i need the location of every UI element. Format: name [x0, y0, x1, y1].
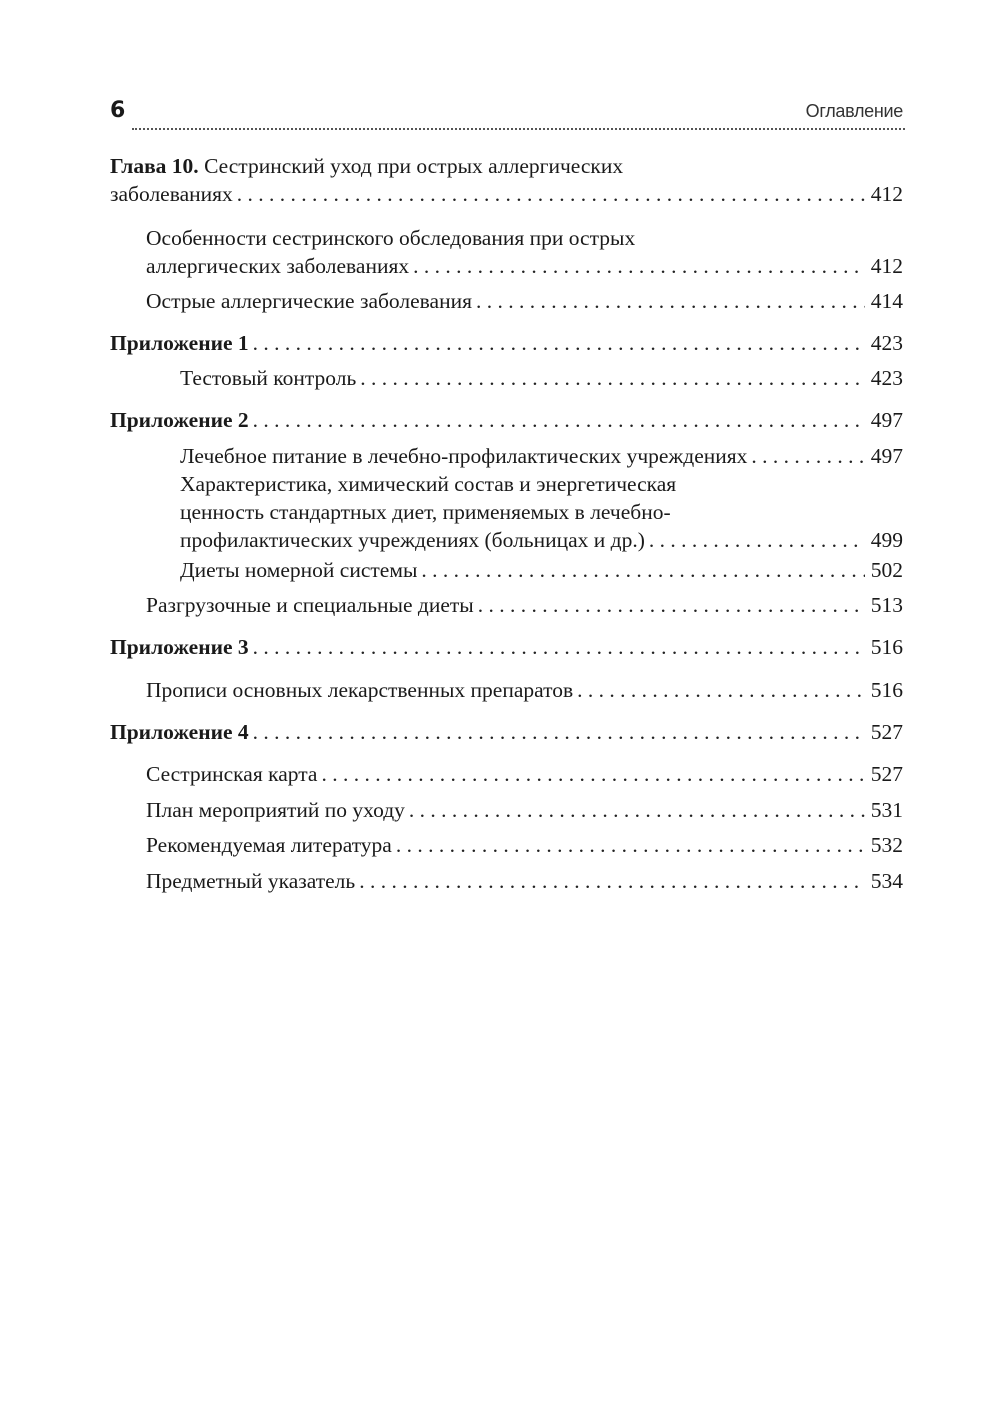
- toc-entry-appendix-1[interactable]: [110, 329, 903, 357]
- page-ref: 412: [870, 254, 903, 278]
- entry-title: Прописи основных лекарственных препаратов: [146, 678, 574, 702]
- dot-leader: [476, 287, 865, 315]
- entry-title: Приложение 4: [110, 720, 249, 744]
- dot-leader: [577, 676, 865, 704]
- toc-entry-test-control[interactable]: [180, 364, 903, 392]
- dot-leader: [359, 867, 865, 895]
- chapter-title-line2: заболеваниях: [110, 182, 233, 206]
- toc-entry-acute-allergic-diseases[interactable]: [146, 287, 903, 315]
- page-ref: 499: [870, 528, 903, 552]
- entry-title: Лечебное питание в лечебно-профилактических учреждениях: [180, 444, 748, 468]
- page-ref: 423: [870, 366, 903, 390]
- page-ref: 516: [870, 678, 903, 702]
- page-number: 6: [110, 98, 126, 123]
- entry-title: Диеты номерной системы: [180, 558, 418, 582]
- dot-leader: [321, 760, 864, 788]
- dot-leader: [751, 442, 864, 470]
- toc-entry-care-plan[interactable]: [146, 796, 903, 824]
- entry-title-line2: ценность стандартных диет, применяемых в лечебно-: [180, 500, 671, 524]
- toc-entry-nursing-examination[interactable]: [146, 224, 903, 280]
- dot-leader: [253, 329, 865, 357]
- dot-leader: [649, 526, 865, 554]
- toc-entry-nursing-card[interactable]: [146, 760, 903, 788]
- dot-leader: [409, 796, 865, 824]
- toc-entry-appendix-3[interactable]: [110, 633, 903, 661]
- toc-entry-drug-prescriptions[interactable]: [146, 676, 903, 704]
- page-ref: 423: [870, 331, 903, 355]
- entry-title: Острые аллергические заболевания: [146, 289, 472, 313]
- page-ref: 513: [870, 593, 903, 617]
- dot-leader: [253, 718, 865, 746]
- page-ref: 534: [870, 869, 903, 893]
- dot-leader: [237, 180, 865, 208]
- dot-leader: [253, 633, 865, 661]
- dot-leader: [360, 364, 864, 392]
- entry-title: Рекомендуемая литература: [146, 833, 392, 857]
- entry-title: Приложение 1: [110, 331, 249, 355]
- entry-title: Сестринская карта: [146, 762, 318, 786]
- header-dotted-rule: [132, 128, 905, 130]
- dot-leader: [421, 556, 864, 584]
- chapter-title-line1: Сестринский уход при острых аллергических: [204, 154, 624, 178]
- toc-entry-recommended-literature[interactable]: [146, 831, 903, 859]
- toc-entry-special-diets[interactable]: [146, 591, 903, 619]
- toc-entry-appendix-2[interactable]: [110, 406, 903, 434]
- page-ref: 497: [870, 444, 903, 468]
- toc-entry-subject-index[interactable]: [146, 867, 903, 895]
- page-ref: 414: [870, 289, 903, 313]
- entry-title-line1: Особенности сестринского обследования при острых: [146, 226, 636, 250]
- chapter-label: Глава 10.: [110, 154, 199, 178]
- entry-title: Тестовый контроль: [180, 366, 357, 390]
- toc-entry-chapter-10[interactable]: [110, 152, 903, 208]
- page-ref: 531: [870, 798, 903, 822]
- toc-entry-appendix-4[interactable]: [110, 718, 903, 746]
- toc-entry-therapeutic-nutrition[interactable]: [180, 442, 903, 470]
- entry-title: Приложение 3: [110, 635, 249, 659]
- toc-entry-numbered-diets[interactable]: [180, 556, 903, 584]
- page-ref: 502: [870, 558, 903, 582]
- page-ref: 497: [870, 408, 903, 432]
- page-header: [110, 98, 903, 138]
- entry-title-line1: Характеристика, химический состав и энергетическая: [180, 472, 677, 496]
- dot-leader: [413, 252, 865, 280]
- page-ref: 412: [870, 182, 903, 206]
- entry-title: Разгрузочные и специальные диеты: [146, 593, 474, 617]
- page-ref: 527: [870, 762, 903, 786]
- page-ref: 532: [870, 833, 903, 857]
- entry-title-line2: аллергических заболеваниях: [146, 254, 410, 278]
- entry-title-line3: профилактических учреждениях (больницах и др.): [180, 528, 645, 552]
- entry-title: Предметный указатель: [146, 869, 356, 893]
- entry-title: Приложение 2: [110, 408, 249, 432]
- page-ref: 527: [870, 720, 903, 744]
- toc-entry-standard-diets[interactable]: [180, 470, 903, 554]
- dot-leader: [396, 831, 865, 859]
- entry-title: План мероприятий по уходу: [146, 798, 405, 822]
- running-title: Оглавление: [805, 101, 903, 121]
- dot-leader: [253, 406, 865, 434]
- dot-leader: [478, 591, 865, 619]
- page-ref: 516: [870, 635, 903, 659]
